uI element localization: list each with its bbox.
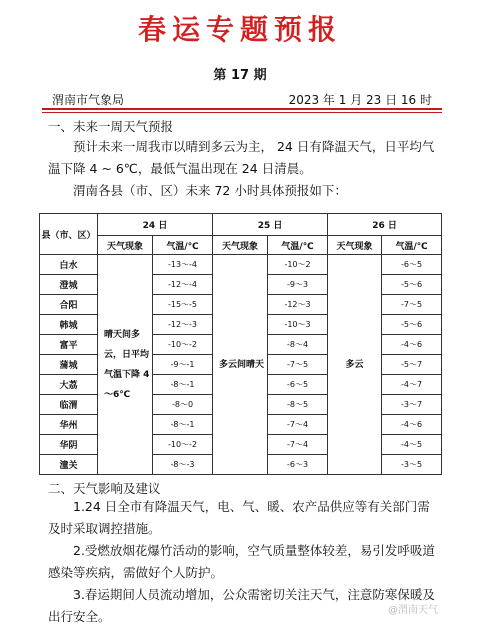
advice-item (48, 540, 440, 584)
day-header: 26 日 (328, 214, 442, 236)
county-cell: 大荔 (40, 375, 98, 395)
county-cell: 合阳 (40, 295, 98, 315)
county-cell: 潼关 (40, 455, 98, 475)
temp-col-header: 气温/℃ (153, 236, 213, 255)
temp-cell: -10～-2 (153, 435, 213, 455)
county-cell: 蒲城 (40, 355, 98, 375)
bulletin-title: 春运专题预报 (137, 13, 342, 46)
temp-cell: -10～2 (268, 255, 328, 275)
forecast-summary: 预计未来一周我市以晴到多云为主， 24 日有降温天气，日平均气温下降 4 ~ 6℃，最低气温出现在 24 日清晨。 (48, 139, 435, 176)
temp-cell: -12～-4 (153, 275, 213, 295)
day-header: 25 日 (213, 214, 328, 236)
temp-cell: -10～-2 (153, 335, 213, 355)
temp-cell: -3～7 (382, 395, 442, 415)
temp-cell: -7～5 (382, 295, 442, 315)
weather-col-header: 天气现象 (328, 236, 382, 255)
weather-col-header: 天气现象 (98, 236, 153, 255)
section1-heading: 一、未来一周天气预报 (48, 119, 174, 134)
temp-cell: -8～4 (268, 335, 328, 355)
temp-cell: -6～5 (268, 375, 328, 395)
advice-item (48, 496, 440, 540)
temp-cell: -8～5 (268, 395, 328, 415)
table-row (40, 255, 442, 275)
header-divider-thin (42, 112, 442, 113)
weather-day3: 多云 (328, 255, 382, 475)
temp-cell: -8～-3 (153, 455, 213, 475)
temp-cell: -8～0 (153, 395, 213, 415)
county-cell: 华州 (40, 415, 98, 435)
temp-cell: -7～5 (268, 355, 328, 375)
temp-cell: -6～5 (382, 255, 442, 275)
header-divider-thick (42, 108, 442, 110)
temp-cell: -9～3 (268, 275, 328, 295)
temp-cell: -3～5 (382, 455, 442, 475)
county-cell: 澄城 (40, 275, 98, 295)
temp-cell: -7～4 (268, 435, 328, 455)
advice-item (48, 584, 440, 628)
county-header: 县（市、区） (40, 214, 98, 255)
temp-cell: -5～6 (382, 315, 442, 335)
issue-date: 2023 年 1 月 23 日 16 时 (288, 93, 432, 107)
weather-day1: 晴天间多云，日平均气温下降 4～6℃ (98, 255, 153, 475)
county-cell: 韩城 (40, 315, 98, 335)
county-cell: 华阴 (40, 435, 98, 455)
watermark: @渭南天气 (388, 605, 438, 616)
day-header: 24 日 (98, 214, 213, 236)
weather-day2: 多云间晴天 (213, 255, 268, 475)
section2-heading: 二、天气影响及建议 (48, 481, 161, 496)
temp-cell: -4～6 (382, 415, 442, 435)
temp-cell: -10～3 (268, 315, 328, 335)
temp-cell: -4～5 (382, 435, 442, 455)
advice-text: 3.春运期间人员流动增加，公众需密切关注天气，注意防寒保暖及出行安全。 (48, 587, 435, 624)
section1-paragraph (48, 136, 440, 180)
temp-cell: -12～3 (268, 295, 328, 315)
county-cell: 临渭 (40, 395, 98, 415)
advice-text: 1.24 日全市有降温天气，电、气、暖、农产品供应等有关部门需及时采取调控措施。 (48, 499, 430, 536)
temp-cell: -12～-3 (153, 315, 213, 335)
temp-cell: -8～-1 (153, 375, 213, 395)
forecast-table (39, 213, 442, 475)
temp-cell: -4～7 (382, 375, 442, 395)
temp-col-header: 气温/℃ (268, 236, 328, 255)
temp-cell: -7～4 (268, 415, 328, 435)
section1-intro (48, 180, 440, 202)
county-cell: 白水 (40, 255, 98, 275)
temp-cell: -13～-4 (153, 255, 213, 275)
temp-cell: -4～6 (382, 335, 442, 355)
advice-text: 2.受燃放烟花爆竹活动的影响，空气质量整体较差，易引发呼吸道感染等疾病，需做好个人防护。 (48, 543, 435, 580)
temp-cell: -6～3 (268, 455, 328, 475)
temp-cell: -15～-5 (153, 295, 213, 315)
temp-cell: -8～-1 (153, 415, 213, 435)
temp-col-header: 气温/℃ (382, 236, 442, 255)
county-cell: 富平 (40, 335, 98, 355)
agency-name: 渭南市气象局 (52, 93, 125, 107)
temp-cell: -5～6 (382, 275, 442, 295)
temp-cell: -5～7 (382, 355, 442, 375)
issue-number: 第 17 期 (213, 68, 267, 83)
table-intro: 渭南各县（市、区）未来 72 小时具体预报如下： (73, 183, 347, 198)
weather-col-header: 天气现象 (213, 236, 268, 255)
temp-cell: -9～-1 (153, 355, 213, 375)
